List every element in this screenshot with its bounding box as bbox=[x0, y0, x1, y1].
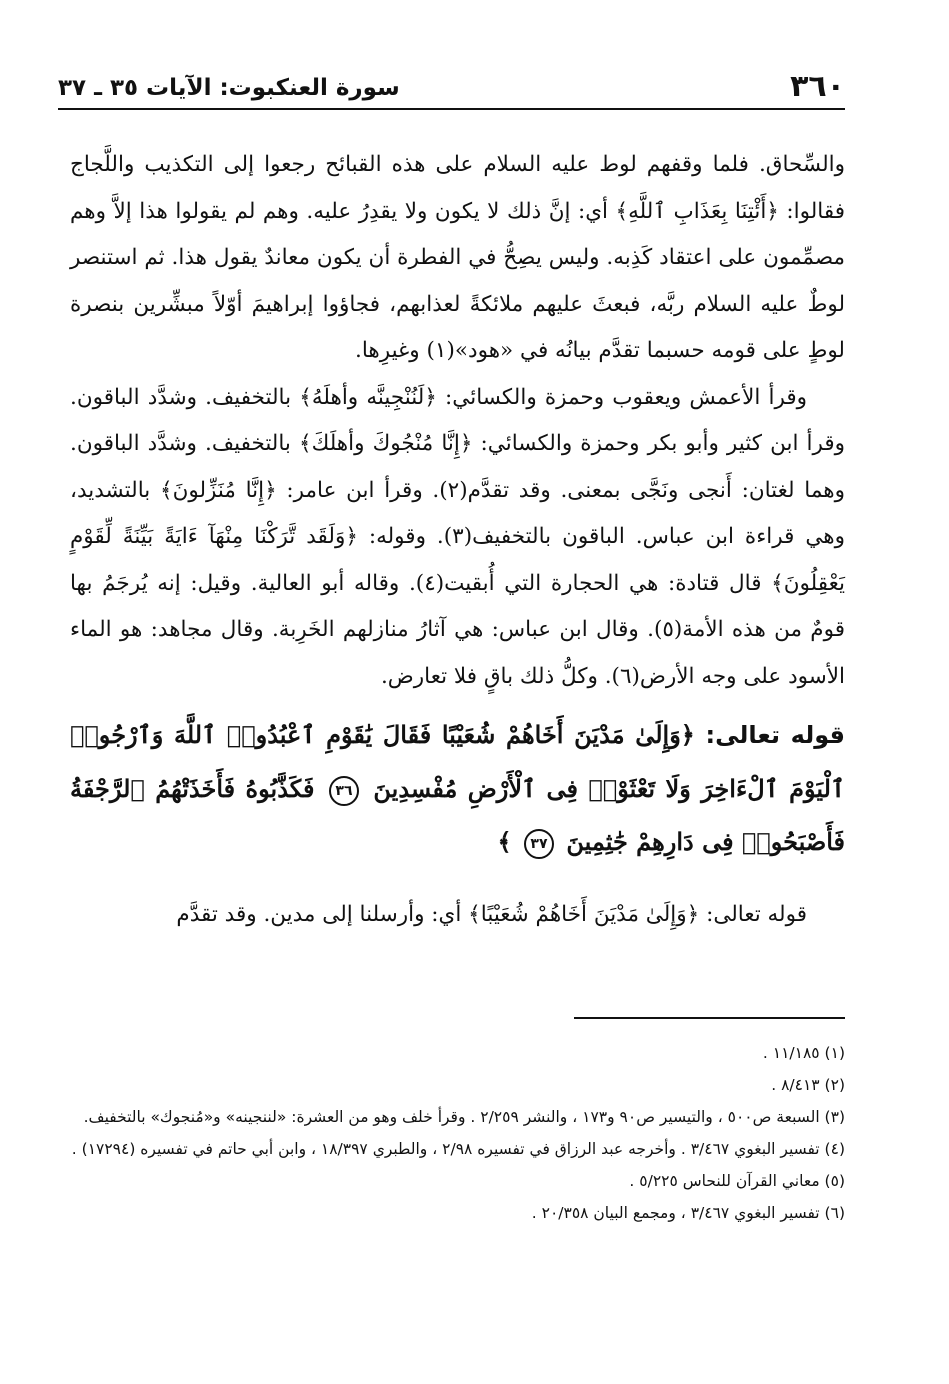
page-number: ٣٦٠ bbox=[790, 69, 845, 104]
verse-label: قوله تعالى: bbox=[705, 721, 845, 749]
main-text bbox=[70, 142, 845, 939]
page-header bbox=[58, 62, 845, 102]
header-divider bbox=[58, 108, 845, 110]
ayah-number-36: ٣٦ bbox=[329, 776, 359, 806]
running-title: سورة العنكبوت: الآيات ٣٥ ـ ٣٧ bbox=[58, 75, 400, 101]
footnote-5: (٥) معاني القرآن للنحاس ٥/٢٢٥ . bbox=[629, 1172, 845, 1190]
footnote-1: (١) ١١/١٨٥ . bbox=[762, 1044, 845, 1062]
verse-text-part-1: ﴿وَإِلَىٰ مَدْيَنَ أَخَاهُمْ شُعَيْبًا فَقَالَ يَٰقَوْمِ ٱعْبُدُوا۟ ٱللَّهَ وَٱرْجُوا۟ ٱلْيَوْمَ ٱلْءَاخِرَ وَلَا تَعْثَوْا۟ فِى ٱلْأَرْضِ مُفْسِدِينَ bbox=[70, 720, 846, 803]
footnote-2: (٢) ٨/٤١٣ . bbox=[771, 1076, 845, 1094]
footnote-4: (٤) تفسير البغوي ٣/٤٦٧ . وأخرجه عبد الرزاق في تفسيره ٢/٩٨ ، والطبري ١٨/٣٩٧ ، وابن أبي حاتم في تفسيره (١٧٢٩٤) . bbox=[71, 1140, 845, 1158]
paragraph-3: قوله تعالى: ﴿وَإِلَىٰ مَدْيَنَ أَخَاهُمْ شُعَيْبًا﴾ أي: وأرسلنا إلى مدين. وقد تقدَّم bbox=[176, 902, 807, 927]
footnote-6: (٦) تفسير البغوي ٣/٤٦٧ ، ومجمع البيان ٢٠/٣٥٨ . bbox=[531, 1204, 845, 1222]
verse-heading bbox=[70, 708, 845, 868]
verse-close-bracket: ﴾ bbox=[497, 827, 512, 856]
footnote-3: (٣) السبعة ص٥٠٠ ، والتيسير ص٩٠ و١٧٣ ، والنشر ٢/٢٥٩ . وقرأ خلف وهو من العشرة: «لننجينه» و«مُنجوك» بالتخفيف. bbox=[83, 1108, 845, 1126]
ayah-number-37: ٣٧ bbox=[524, 829, 554, 859]
footnotes bbox=[70, 1038, 845, 1230]
footnote-divider bbox=[574, 1017, 845, 1019]
verse-text-part-2: فَكَذَّبُوهُ فَأَخَذَتْهُمُ ٱلرَّجْفَةُ فَأَصْبَحُوا۟ فِى دَارِهِمْ جَٰثِمِينَ bbox=[70, 774, 845, 856]
paragraph-2: وقرأ الأعمش ويعقوب وحمزة والكسائي: ﴿لَنُنْجِينَّه وأهلَهُ﴾ بالتخفيف. وشدَّد الباقون. وقرأ ابن كثير وأبو بكر وحمزة والكسائي: ﴿إِنَّا مُنْجُوكَ وأهلَكَ﴾ بالتخفيف. وشدَّد الباقون. وهما لغتان: أَنجى ونَجَّى بمعنى. وقد تقدَّم(٢). وقرأ ابن عامر: ﴿إِنَّا مُنَزِّلونَ﴾ بالتشديد، وهي قراءة ابن عباس. الباقون بالتخفيف(٣). وقوله: ﴿وَلَقَد تَّرَكْنَا مِنْهَآ ءَايَةً بَيِّنَةً لِّقَوْمٍ يَعْقِلُونَ﴾ قال قتادة: هي الحجارة التي أُبقيت(٤). وقاله أبو العالية. وقيل: إنه يُرجَمُ بها قومٌ من هذه الأمة(٥). وقال ابن عباس: هي آثارُ منازلهم الخَرِبة. وقال مجاهد: هو الماء الأسود على وجه الأرض(٦). وكلُّ ذلك باقٍ فلا تعارض. bbox=[70, 384, 845, 689]
paragraph-1: والسِّحاق. فلما وقفهم لوط عليه السلام على هذه القبائح رجعوا إلى التكذيب واللَّجاج فقالوا: ﴿أَئْتِنَا بِعَذَابِ ٱللَّهِ﴾ أي: إنَّ ذلك لا يكون ولا يقدِرُ عليه. وهم لم يقولوا هذا إلاَّ وهم مصمِّمون على اعتقاد كَذِبه. وليس يصِحُّ في الفطرة أن يكون معاندٌ يقول هذا. ثم استنصر لوطٌ عليه السلام ربَّه، فبعثَ عليهم ملائكةً لعذابهم، فجاؤوا إبراهيمَ أوّلاً مبشِّرين بنصرة لوطٍ على قومه حسبما تقدَّم بيانُه في «هود»(١) وغيرِها. bbox=[70, 152, 845, 363]
